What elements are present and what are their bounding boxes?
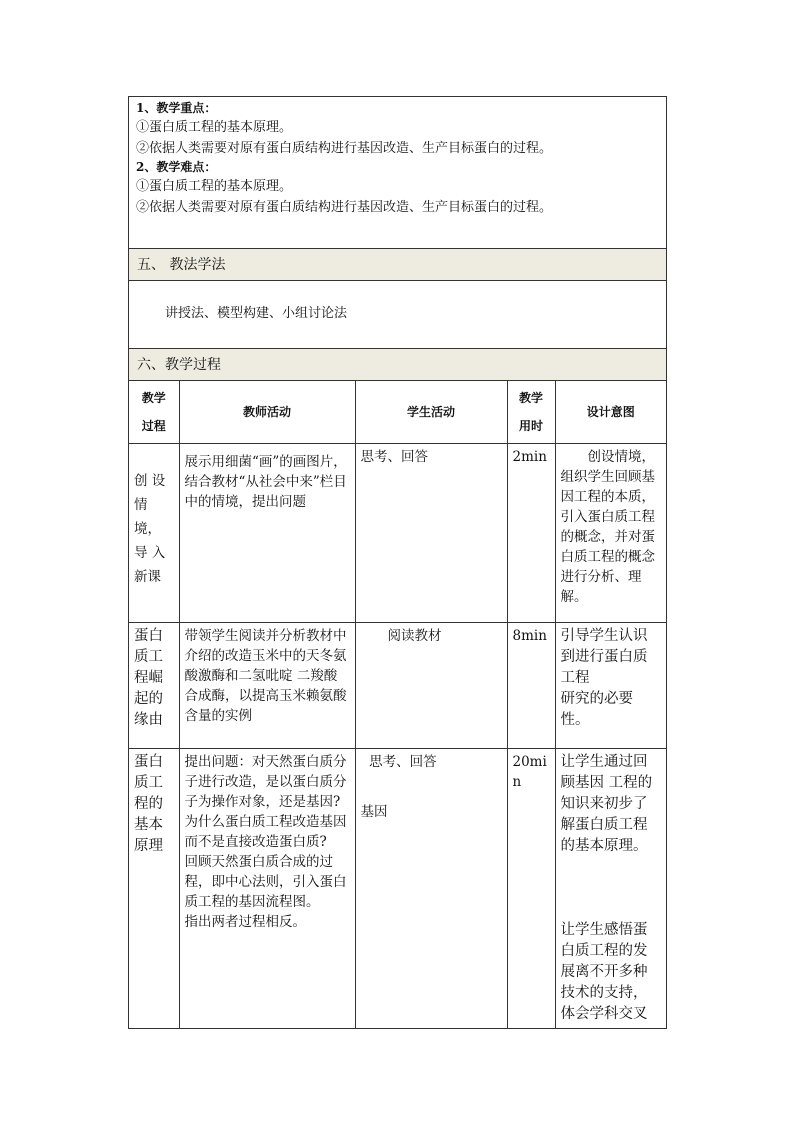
cell-intent: 创设情境，组织学生回顾基因工程的本质，引入蛋白质工程的概念，并对蛋白质工程的概念进行分析、理解。 [555, 444, 666, 623]
section5-header: 五、 教法学法 [129, 249, 666, 281]
cell-process: 蛋白 质工 程崛 起的 缘由 [129, 623, 179, 749]
header-intent: 设计意图 [555, 381, 666, 444]
table-row [129, 444, 666, 623]
difficult-point-item: ①蛋白质工程的基本原理。 [136, 179, 293, 194]
table-row [129, 749, 666, 1029]
difficult-points-title: 2、教学难点： [136, 160, 217, 174]
key-point-item: ②依据人类需要对原有蛋白质结构进行基因改造、生产目标蛋白的过程。 [136, 141, 553, 156]
cell-intent: 引导学生认识到进行蛋白质工程 研究的必要性。 [555, 623, 666, 749]
cell-student: 思考、回答 基因 [355, 749, 507, 1029]
cell-process: 蛋白 质工 程的 基本 原理 [129, 749, 179, 1029]
cell-time: 8min [507, 623, 555, 749]
cell-teacher: 展示用细菌“画”的画图片，结合教材“从社会中来”栏目中的情境，提出问题 [179, 444, 355, 623]
cell-time: 20min [507, 749, 555, 1029]
cell-student: 阅读教材 [355, 623, 507, 749]
table-header-row [129, 381, 666, 444]
lesson-plan-table [128, 96, 667, 1029]
header-teacher: 教师活动 [179, 381, 355, 444]
cell-teacher: 带领学生阅读并分析教材中介绍的改造玉米中的天冬氨酸激酶和二氢吡啶 二羧酸合成酶，以提高玉米赖氨酸含量的实例 [179, 623, 355, 749]
process-table [129, 381, 666, 1028]
cell-process: 创 设 情境， 导 入 新课 [129, 444, 179, 623]
section6-header: 六、教学过程 [129, 349, 666, 381]
cell-teacher: 提出问题：对天然蛋白质分子进行改造，是以蛋白质分子为操作对象，还是基因? 为什么蛋白质工程改造基因而不是直接改造蛋白质? 回顾天然蛋白质合成的过程，即中心法则，引入蛋白质工程的基因流程图。 指出两者过程相反。 [179, 749, 355, 1029]
cell-intent: 让学生通过回顾基因 工程的知识来初步了解蛋白质工程的基本原理。 让学生感悟蛋白质工程的发展离不开多种技术的支持，体会学科交叉 [555, 749, 666, 1029]
teaching-focus-section [129, 97, 666, 249]
key-point-item: ①蛋白质工程的基本原理。 [136, 120, 293, 135]
table-row [129, 623, 666, 749]
header-time: 教学 用时 [507, 381, 555, 444]
teaching-methods: 讲授法、模型构建、小组讨论法 [129, 281, 666, 349]
key-points-title: 1、教学重点： [136, 101, 217, 115]
cell-student: 思考、回答 [355, 444, 507, 623]
header-process: 教学 过程 [129, 381, 179, 444]
header-student: 学生活动 [355, 381, 507, 444]
difficult-point-item: ②依据人类需要对原有蛋白质结构进行基因改造、生产目标蛋白的过程。 [136, 200, 553, 215]
cell-time: 2min [507, 444, 555, 623]
